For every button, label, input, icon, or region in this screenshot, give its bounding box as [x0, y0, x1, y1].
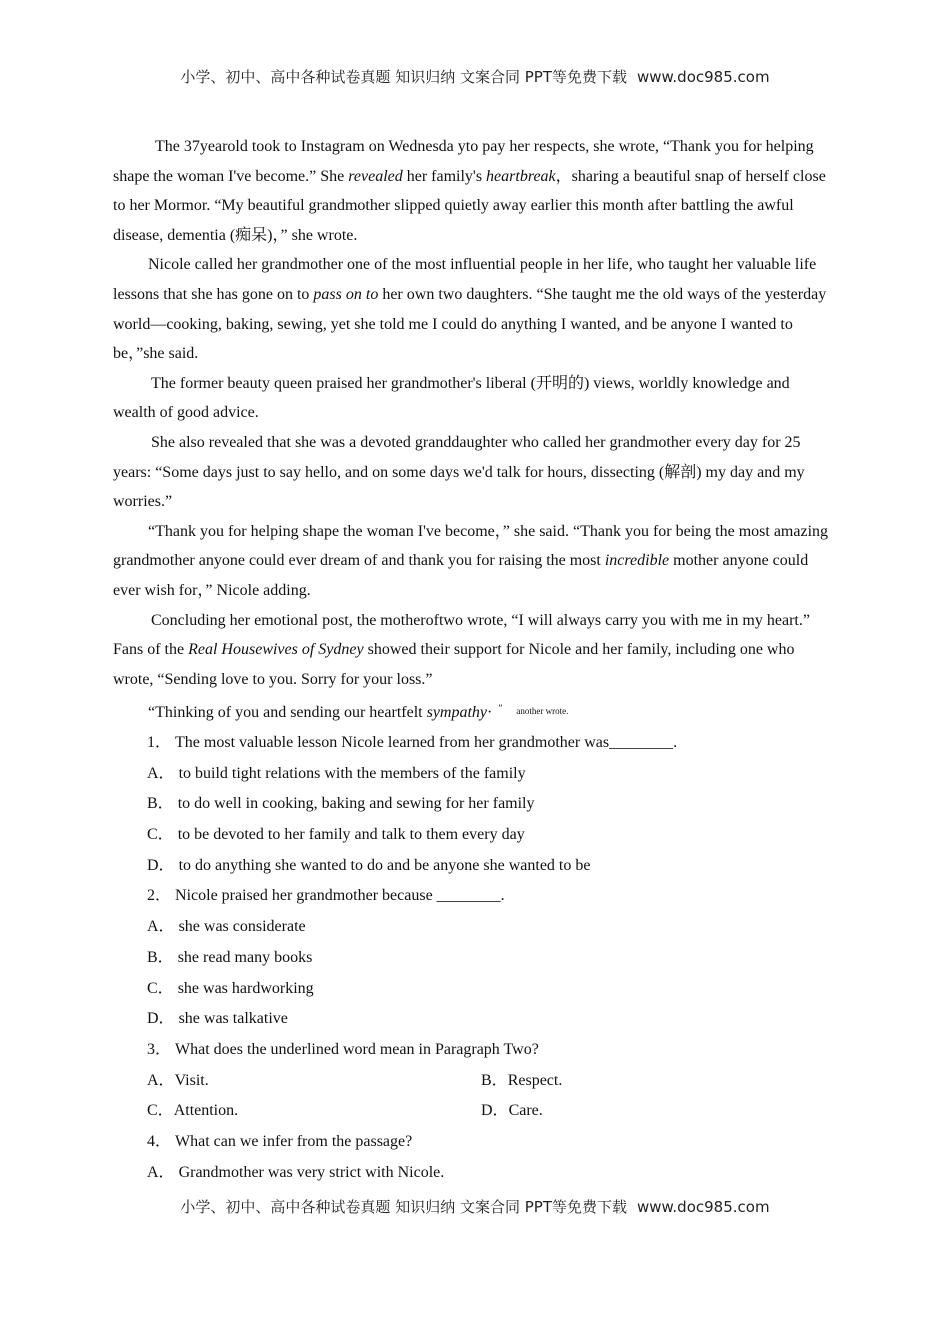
option-2b[interactable] — [113, 943, 835, 974]
passage-paragraph-2 — [113, 250, 835, 368]
question-number: 2． — [147, 887, 172, 905]
p5-text-a: “Thank you for helping shape the woman I've become，” she said. “Thank you for being the most amazing grandmother anyone could ever dream of and thank you for raising the most — [113, 522, 829, 570]
question-1 — [113, 728, 835, 759]
option-label: A． — [147, 764, 175, 782]
option-text: to do anything she wanted to do and be anyone she wanted to be — [178, 856, 591, 874]
passage-paragraph-4: She also revealed that she was a devoted granddaughter who called her grandmother every day for 25 years: “Some days just to say hello, and on some days we'd talk for hours, dissecting (解剖) my day and my worries.” — [113, 433, 805, 511]
document-body — [113, 132, 835, 1188]
footer-url: www.doc985.com — [636, 1198, 770, 1216]
question-2 — [113, 881, 835, 912]
option-text: Respect. — [507, 1071, 563, 1089]
option-label: A． — [147, 1071, 175, 1089]
option-text: Visit. — [174, 1071, 209, 1089]
option-4a[interactable] — [113, 1158, 835, 1189]
p5-italic-incredible: incredible — [604, 552, 670, 570]
option-3a[interactable] — [147, 1066, 481, 1097]
p1-text-a: The 37yearold took to Instagram on Wednesda yto pay her respects, she wrote, “Thank you for helping shape the woman I've become.” She — [113, 138, 814, 185]
p6-text-a: Concluding her emotional post, the motheroftwo wrote, “I will always carry you with me in my heart.” Fans of the — [113, 611, 810, 659]
question-number: 4． — [147, 1133, 172, 1151]
passage-paragraph-6 — [113, 606, 835, 695]
option-label: B． — [147, 795, 174, 813]
p7-italic-sympathy: sympathy — [426, 704, 488, 722]
question-4 — [113, 1127, 835, 1158]
option-text: she was considerate — [178, 918, 306, 936]
option-text: to be devoted to her family and talk to them every day — [177, 825, 525, 843]
option-label: C． — [147, 1102, 174, 1120]
question-3-options-row-1 — [113, 1066, 835, 1097]
p6-italic-show-title: Real Housewives of Sydney — [188, 641, 364, 659]
passage-paragraph-7 — [113, 694, 835, 728]
question-number: 3． — [147, 1040, 172, 1058]
option-label: A． — [147, 1163, 175, 1181]
option-text: to build tight relations with the members of the family — [178, 764, 526, 782]
option-1a[interactable] — [113, 759, 835, 790]
p1-text-e: ，sharing a beautiful snap of herself close to her Mormor. “My beautiful grandmother slipped quietly away earlier this month after battling the awful disease, dementia (痴呆)，” she wrote. — [113, 167, 826, 244]
option-text: Grandmother was very strict with Nicole. — [178, 1163, 445, 1181]
passage-paragraph-3: The former beauty queen praised her grandmother's liberal (开明的) views, worldly knowledge and wealth of good advice. — [113, 374, 790, 422]
option-3b[interactable] — [481, 1066, 815, 1097]
option-3c[interactable] — [147, 1096, 481, 1127]
question-3-options-row-2 — [113, 1096, 835, 1127]
p2-text-c: her own two daughters. “She taught me the old ways of the yesterday world—cooking, baking, sewing, yet she told me I could do anything I wanted, and be anyone I wanted to be，”she said. — [113, 285, 827, 363]
option-3d[interactable] — [481, 1096, 815, 1127]
header-text: 小学、初中、高中各种试卷真题 知识归纳 文案合同 PPT等免费下载 — [180, 68, 627, 86]
question-stem: Nicole praised her grandmother because ________. — [175, 887, 505, 905]
p7-tiny-text: another wrote. — [516, 706, 569, 717]
passage-paragraph-1 — [113, 132, 835, 250]
option-2c[interactable] — [113, 974, 835, 1005]
question-stem: What can we infer from the passage? — [175, 1133, 413, 1151]
option-2a[interactable] — [113, 912, 835, 943]
question-stem: What does the underlined word mean in Paragraph Two? — [175, 1040, 539, 1058]
question-stem: The most valuable lesson Nicole learned from her grandmother was________. — [175, 733, 678, 751]
p7-text-a: “Thinking of you and sending our heartfelt — [148, 704, 427, 722]
p2-text-a: Nicole called her grandmother one of the most influential people in her life, who taught her valuable life lessons that she has gone on to — [113, 256, 817, 303]
p1-text-c: her family's — [402, 167, 487, 185]
p7-dot: · — [487, 704, 493, 722]
p7-quote-mark: ” — [498, 703, 503, 714]
option-label: C． — [147, 825, 174, 843]
p1-italic-revealed: revealed — [348, 167, 403, 185]
header-url: www.doc985.com — [636, 68, 770, 86]
p5-text-c: mother anyone could ever wish for，” Nicole adding. — [113, 552, 809, 599]
footer-text: 小学、初中、高中各种试卷真题 知识归纳 文案合同 PPT等免费下载 — [180, 1198, 627, 1216]
page-footer — [0, 1196, 950, 1217]
option-text: she read many books — [177, 948, 313, 966]
option-text: Care. — [508, 1102, 543, 1120]
passage-paragraph-5 — [113, 517, 835, 606]
option-1c[interactable] — [113, 820, 835, 851]
option-label: D． — [481, 1102, 509, 1120]
option-label: B． — [147, 948, 174, 966]
option-label: C． — [147, 979, 174, 997]
option-1d[interactable] — [113, 851, 835, 882]
page-header — [0, 66, 950, 87]
option-label: D． — [147, 856, 175, 874]
option-text: she was hardworking — [177, 979, 314, 997]
question-number: 1． — [147, 733, 172, 751]
option-label: A． — [147, 918, 175, 936]
option-text: Attention. — [173, 1102, 239, 1120]
p1-italic-heartbreak: heartbreak — [486, 167, 556, 185]
p2-italic-pass-on-to: pass on to — [313, 285, 379, 303]
option-1b[interactable] — [113, 789, 835, 820]
question-3 — [113, 1035, 835, 1066]
option-text: to do well in cooking, baking and sewing for her family — [177, 795, 535, 813]
option-text: she was talkative — [178, 1010, 288, 1028]
option-label: B． — [481, 1071, 508, 1089]
option-2d[interactable] — [113, 1004, 835, 1035]
p6-text-c: showed their support for Nicole and her family, including one who wrote, “Sending love to you. Sorry for your loss.” — [113, 641, 795, 688]
option-label: D． — [147, 1010, 175, 1028]
